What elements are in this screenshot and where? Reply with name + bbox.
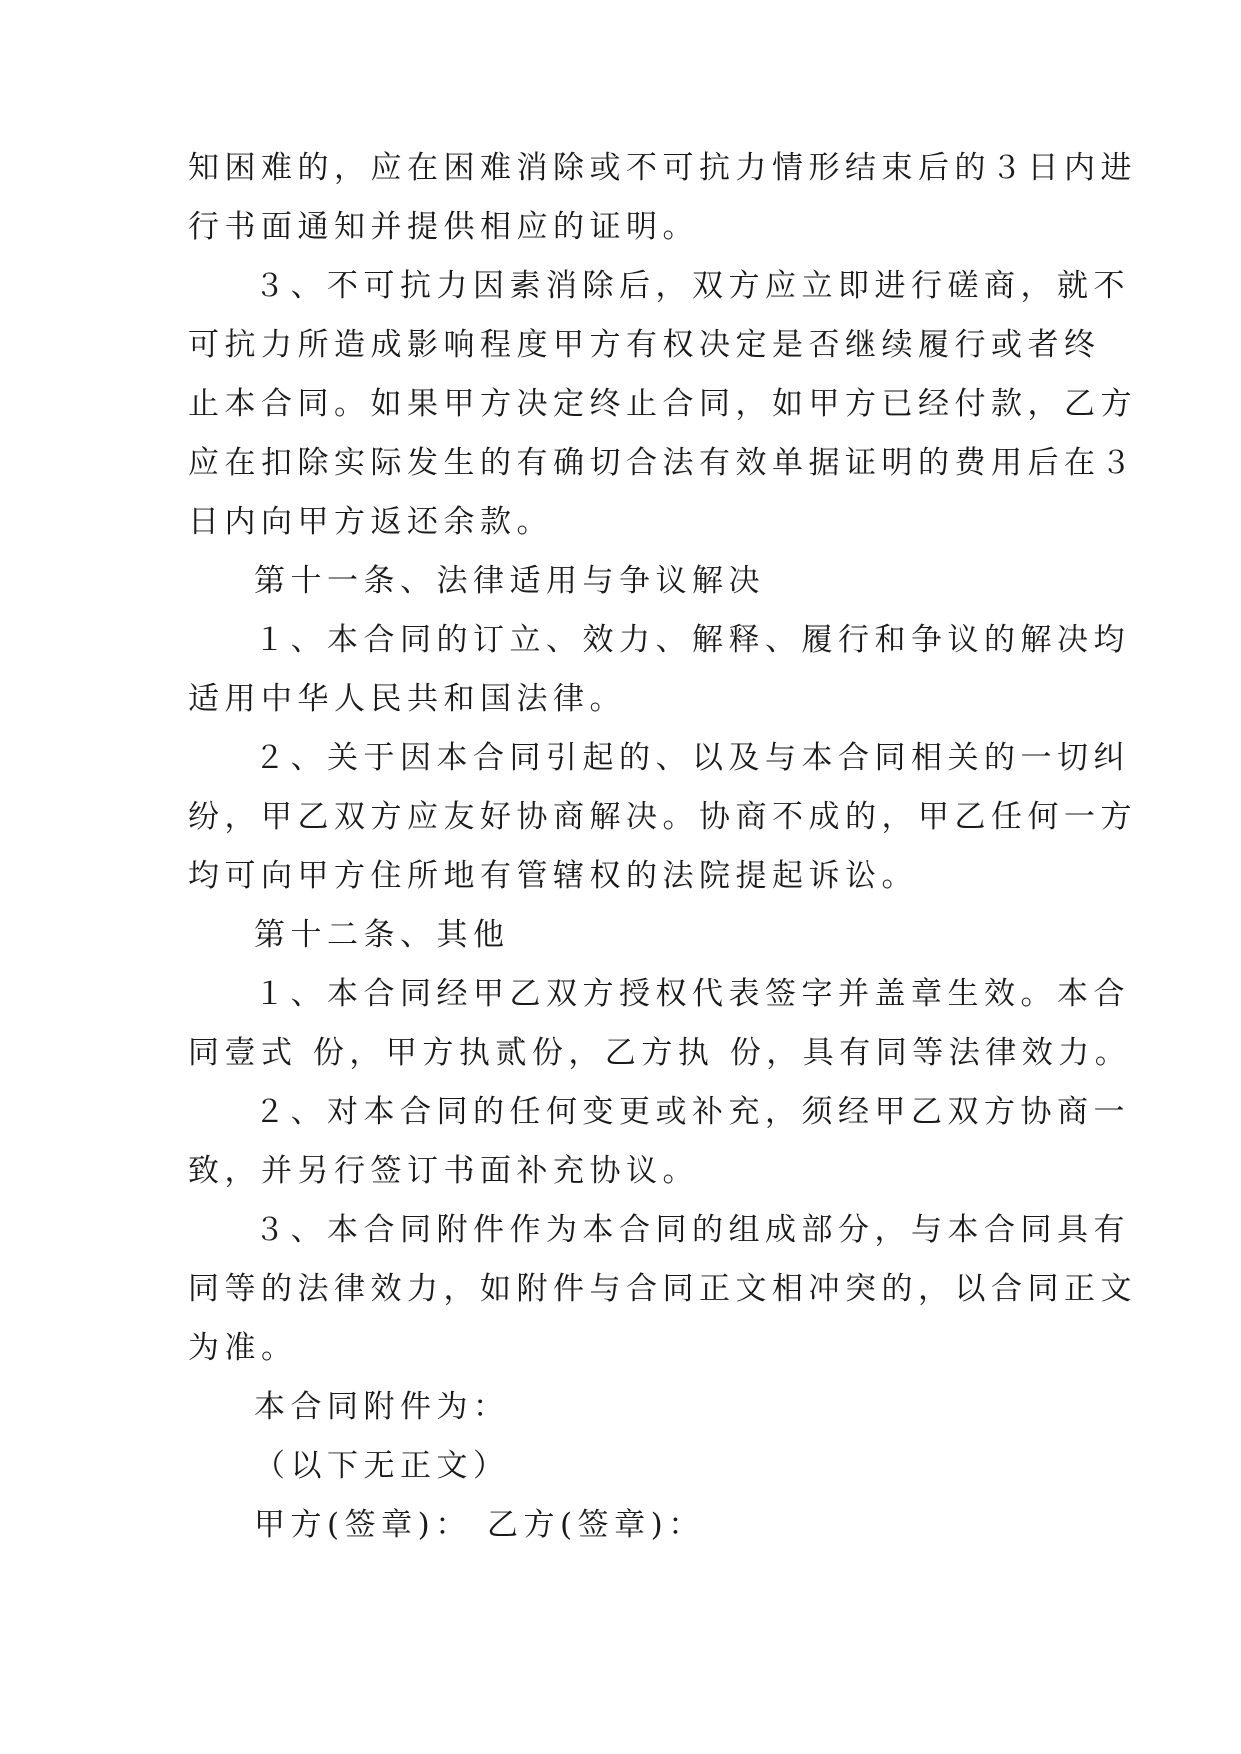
text-line: 致，并另行签订书面补充协议。: [188, 1153, 699, 1189]
text-line: 适用中华人民共和国法律。: [188, 681, 626, 717]
text-line: 知困难的，应在困难消除或不可抗力情形结束后的３日内进: [188, 150, 1137, 186]
text-line: ２、关于因本合同引起的、以及与本合同相关的一切纠: [254, 740, 1130, 776]
text-line: 可抗力所造成影响程度甲方有权决定是否继续履行或者终: [188, 327, 1101, 363]
section-heading: 第十二条、其他: [254, 917, 510, 953]
text-line: 行书面通知并提供相应的证明。: [188, 209, 699, 245]
text-line: 同壹式 份，甲方执贰份，乙方执 份，具有同等法律效力。: [188, 1035, 1132, 1071]
text-line: １、本合同的订立、效力、解释、履行和争议的解决均: [254, 622, 1130, 658]
text-line: ３、本合同附件作为本合同的组成部分，与本合同具有: [254, 1212, 1130, 1248]
text-line: 为准。: [188, 1330, 298, 1366]
text-line: 日内向甲方返还余款。: [188, 504, 553, 540]
attachment-label: 本合同附件为：: [254, 1389, 510, 1425]
no-more-text-note: （以下无正文）: [254, 1448, 510, 1484]
text-line: ３、不可抗力因素消除后，双方应立即进行磋商，就不: [254, 268, 1130, 304]
text-line: 均可向甲方住所地有管辖权的法院提起诉讼。: [188, 858, 918, 894]
text-line: １、本合同经甲乙双方授权代表签字并盖章生效。本合: [254, 976, 1130, 1012]
text-line: 同等的法律效力，如附件与合同正文相冲突的，以合同正文: [188, 1271, 1137, 1307]
text-line: 应在扣除实际发生的有确切合法有效单据证明的费用后在３: [188, 445, 1137, 481]
text-line: 止本合同。如果甲方决定终止合同，如甲方已经付款，乙方: [188, 386, 1137, 422]
section-heading: 第十一条、法律适用与争议解决: [254, 563, 765, 599]
text-line: 纷，甲乙双方应友好协商解决。协商不成的，甲乙任何一方: [188, 799, 1137, 835]
text-line: ２、对本合同的任何变更或补充，须经甲乙双方协商一: [254, 1094, 1130, 1130]
signature-line: 甲方(签章)： 乙方(签章)：: [254, 1507, 705, 1543]
